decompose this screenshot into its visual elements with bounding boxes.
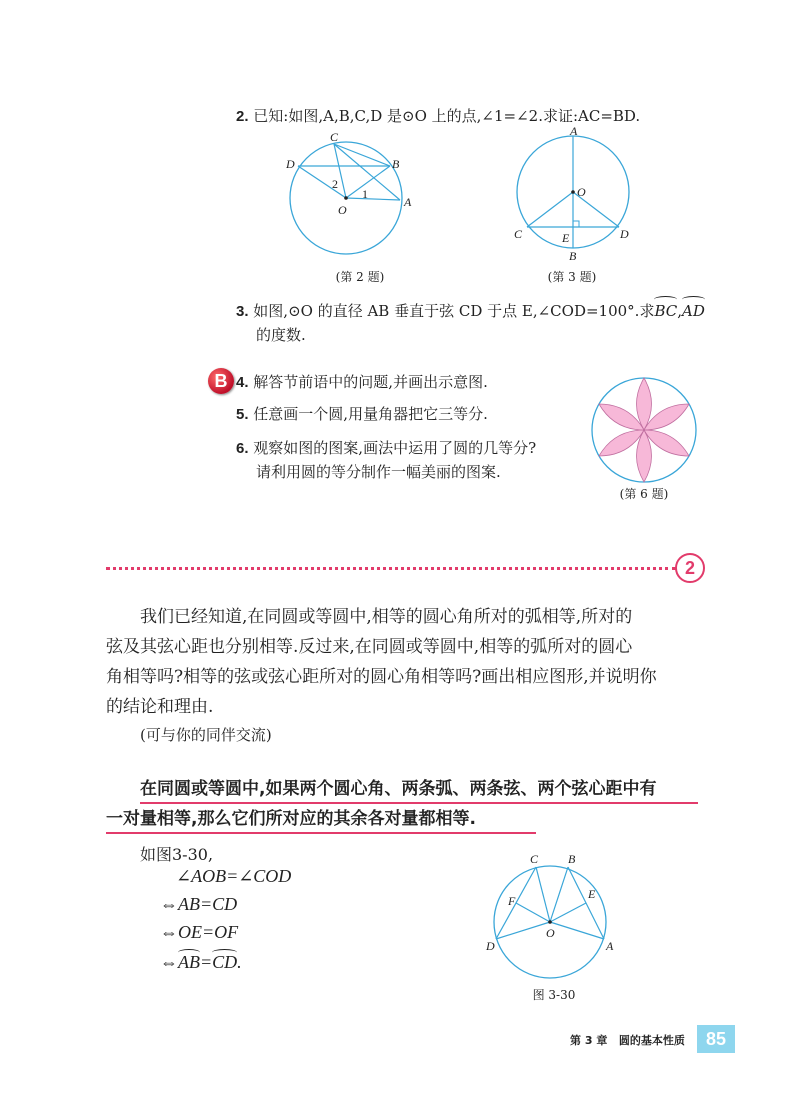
problem-number: 3. — [236, 303, 249, 320]
equivalence-symbol: ⇔ — [160, 952, 178, 972]
figure-problem-2 — [286, 130, 426, 260]
body-line-4: 的结论和理由. — [106, 697, 214, 717]
theorem-line-2: 一对量相等,那么它们所对应的其余各对量都相等. — [106, 809, 476, 829]
caption-figure-3-30: 图 3-30 — [532, 988, 576, 1002]
problem-number: 5. — [236, 406, 249, 423]
arc-AB: AB — [178, 952, 200, 972]
separator: , — [677, 302, 683, 320]
label-D: D — [286, 157, 295, 171]
problem-6-line-2: 请利用圆的等分制作一幅美丽的图案. — [256, 463, 501, 481]
problem-text: 观察如图的图案,画法中运用了圆的几等分? — [253, 439, 537, 457]
caption-problem-6: (第 6 题) — [619, 487, 669, 501]
example-intro: 如图3-30, — [140, 845, 214, 864]
label-E: E — [588, 887, 596, 901]
problem-number: 2. — [236, 108, 249, 125]
label-angle-1: 1 — [362, 187, 368, 201]
problem-text: 解答节前语中的问题,并画出示意图. — [253, 373, 488, 391]
level-badge: B — [208, 368, 234, 394]
label-O: O — [577, 185, 586, 199]
caption-problem-2: (第 2 题) — [335, 270, 385, 284]
body-line-1: 我们已经知道,在同圆或等圆中,相等的圆心角所对的弧相等,所对的 — [140, 607, 633, 627]
section-number: 2 — [675, 553, 705, 583]
problem-number: 6. — [236, 440, 249, 457]
label-A: A — [570, 126, 578, 138]
arc-BC: BC — [654, 299, 677, 323]
figure-3-30 — [482, 848, 618, 984]
equals-sign: = — [200, 952, 213, 972]
equation-2: ⇔AB=CD — [160, 894, 238, 914]
theorem-line-1: 在同圆或等圆中,如果两个圆心角、两条弧、两条弦、两个弦心距中有 — [140, 779, 657, 799]
theorem-underline-2 — [106, 832, 536, 834]
label-C: C — [514, 227, 523, 241]
body-note: (可与你的同伴交流) — [140, 726, 272, 744]
body-line-2: 弦及其弦心距也分别相等.反过来,在同圆或等圆中,相等的弧所对的圆心 — [106, 637, 633, 657]
arc-AD: AD — [682, 299, 705, 323]
arc-CD: CD — [212, 952, 238, 972]
page-number: 85 — [697, 1025, 735, 1053]
label-A: A — [606, 939, 614, 953]
equation-3: ⇔OE=OF — [160, 922, 239, 942]
problem-text: 任意画一个圆,用量角器把它三等分. — [253, 405, 488, 423]
problem-text: 如图,⊙O 的直径 AB 垂直于弦 CD 于点 E,∠COD=100°.求 — [253, 302, 655, 320]
label-F: F — [508, 894, 516, 908]
period: . — [237, 952, 242, 972]
label-A: A — [404, 195, 412, 209]
label-O: O — [338, 203, 347, 217]
problem-text: 已知:如图,A,B,C,D 是⊙O 上的点,∠1=∠2.求证:AC=BD. — [253, 107, 641, 125]
label-B: B — [569, 249, 577, 263]
label-angle-2: 2 — [332, 177, 338, 191]
label-D: D — [620, 227, 629, 241]
caption-problem-3: (第 3 题) — [547, 270, 597, 284]
figure-problem-6-flower — [588, 374, 700, 486]
chapter-title: 圆的基本性质 — [618, 1034, 685, 1047]
body-line-3: 角相等吗?相等的弦或弦心距所对的圆心角相等吗?画出相应图形,并说明你 — [106, 667, 657, 687]
problem-5 — [236, 402, 488, 427]
label-B: B — [568, 852, 576, 866]
problem-3 — [236, 299, 705, 324]
chapter-number: 第 3 章 — [570, 1034, 608, 1047]
figure-problem-3 — [508, 126, 638, 264]
label-C: C — [530, 852, 539, 866]
equation-4 — [160, 952, 242, 973]
section-divider — [106, 567, 676, 570]
label-E: E — [562, 231, 570, 245]
problem-6 — [236, 436, 536, 461]
problem-number: 4. — [236, 374, 249, 391]
label-C: C — [330, 130, 339, 144]
label-O: O — [546, 926, 555, 940]
problem-3-line-2: 的度数. — [256, 326, 306, 344]
label-D: D — [486, 939, 495, 953]
equation-1: ∠AOB=∠COD — [176, 866, 292, 886]
label-B: B — [392, 157, 400, 171]
chapter-footer — [570, 1032, 685, 1048]
problem-4 — [236, 370, 488, 395]
